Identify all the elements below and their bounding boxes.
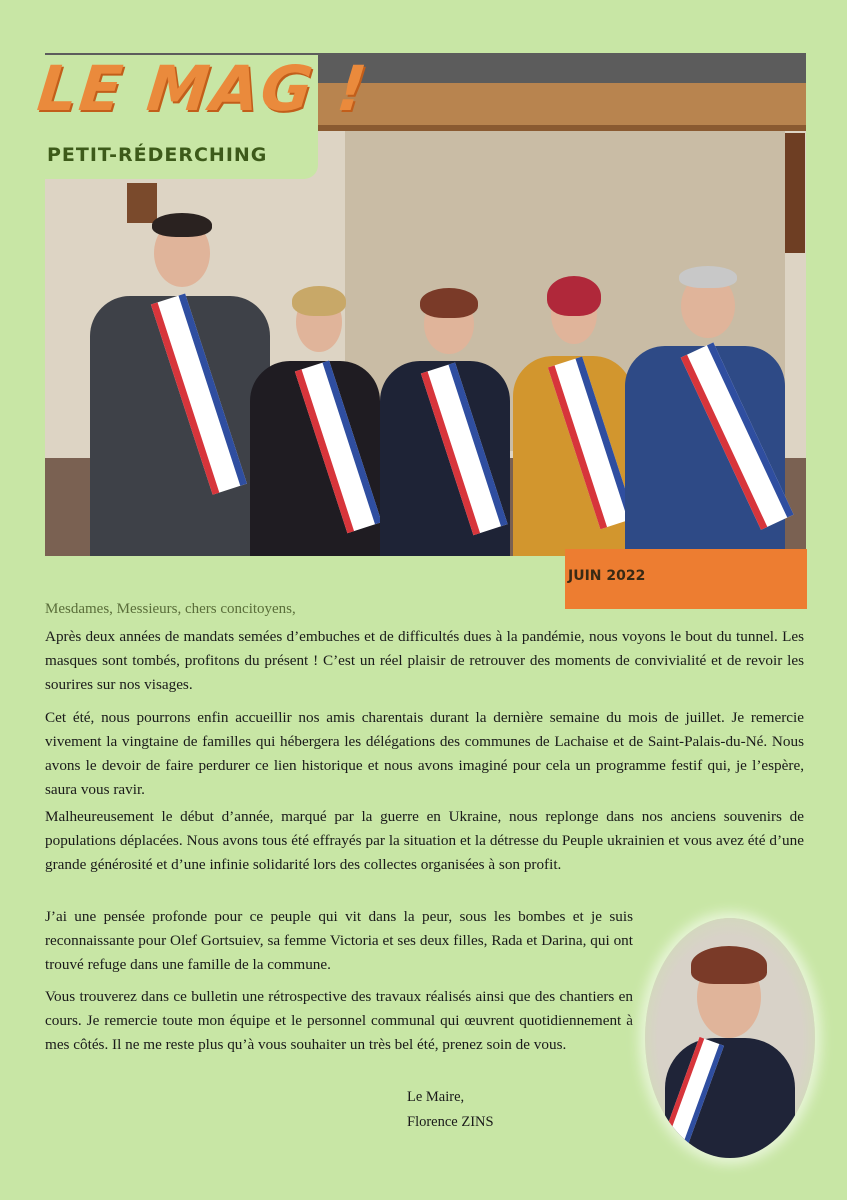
signature-role: Le Maire, [407,1089,465,1105]
letter-paragraph-2: Cet été, nous pourrons enfin accueillir nos amis charentais durant la dernière semaine du mois de juillet. Je remercie vivement la vingtaine de familles qui hébergera les délégations des communes de Lachaise et de Saint-Palais-du-Né. Nous avons le devoir de faire perdurer ce lien historique et nous avons imaginé pour cela un programme festif qui, je l’espère, saura vous ravir. [45,709,804,798]
person-2 [250,286,380,556]
person-4 [513,276,633,556]
wooden-post [785,133,805,253]
letter-paragraph-5: Vous trouverez dans ce bulletin une rétrospective des travaux réalisés ainsi que des chantiers en cours. Je remercie toute mon équipe et le personnel communal qui œuvrent quotidiennement à mes côtés. Il ne me reste plus qu’à vous souhaiter un très bel été, prenez soin de vous. [45,988,633,1053]
issue-date: JUIN 2022 [568,568,646,584]
mayor-portrait [645,918,815,1158]
letter-salutation: Mesdames, Messieurs, chers concitoyens, [45,601,296,617]
magazine-logo: LE MAG ! [34,52,372,125]
person-3 [380,288,510,556]
letter-paragraph-4: J’ai une pensée profonde pour ce peuple qui vit dans la peur, sous les bombes et je suis reconnaissante pour Olef Gortsuiev, sa femme Victoria et ses deux filles, Rada et Darina, qui ont trouvé refuge dans une famille de la commune. [45,908,633,973]
signature-name: Florence ZINS [407,1114,494,1130]
wooden-beam [317,83,806,131]
person-1 [90,211,270,556]
person-5 [625,266,785,556]
letter-paragraph-1: Après deux années de mandats semées d’embuches et de difficultés dues à la pandémie, nous voyons le bout du tunnel. Les masques sont tombés, profitons du présent ! C’est un réel plaisir de retrouver des moments de convivialité et de revoir les sourires sur nos visages. [45,628,804,693]
portrait-hair [691,946,767,984]
magazine-subtitle: PETIT-RÉDERCHING [47,144,268,166]
letter-paragraph-3: Malheureusement le début d’année, marqué par la guerre en Ukraine, nous replonge dans nos anciens souvenirs de populations déplacées. Nous avons tous été effrayés par la situation et la détresse du Peuple ukrainien et vous avez été d’une grande générosité et d’une infinie solidarité lors des collectes organisées à son profit. [45,808,804,873]
